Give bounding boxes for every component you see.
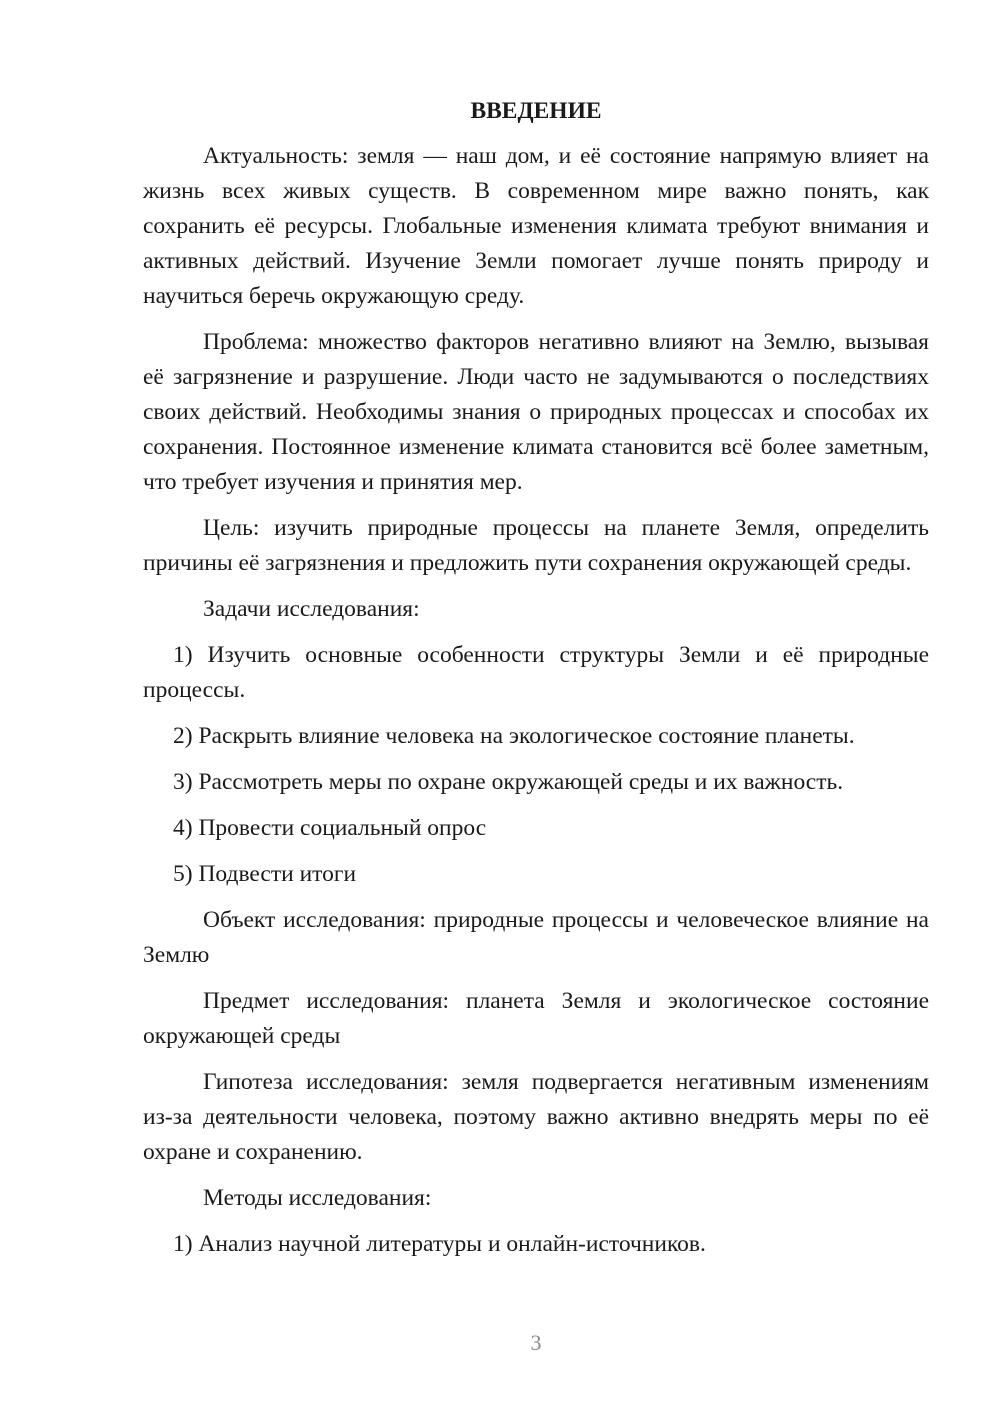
methods-label: Методы исследования: — [203, 1185, 432, 1211]
page-content — [143, 94, 929, 1273]
subject-paragraph: Предмет исследования: планета Земля и экологическое состояние окружающей среды — [143, 988, 929, 1049]
relevance-paragraph: Актуальность: земля — наш дом, и её состояние напрямую влияет на жизнь всех живых существ. В современном мире важно понять, как сохранить её ресурсы. Глобальные изменения климата требуют внимания и активных действий. Изучение Земли помогает лучше понять природу и научиться беречь окружающую среду. — [143, 143, 929, 309]
tasks-label: Задачи исследования: — [203, 596, 420, 622]
object-paragraph: Объект исследования: природные процессы и человеческое влияние на Землю — [143, 907, 929, 968]
task-item-2: 2) Раскрыть влияние человека на экологическое состояние планеты. — [173, 723, 855, 749]
task-item-4: 4) Провести социальный опрос — [173, 815, 487, 841]
page-number: 3 — [530, 1330, 542, 1355]
task-item-3: 3) Рассмотреть меры по охране окружающей среды и их важность. — [173, 769, 844, 795]
section-heading: ВВЕДЕНИЕ — [470, 98, 602, 124]
hypothesis-paragraph: Гипотеза исследования: земля подвергается негативным изменениям из-за деятельности человека, поэтому важно активно внедрять меры по её охране и сохранению. — [143, 1069, 929, 1165]
method-item-1: 1) Анализ научной литературы и онлайн-источников. — [173, 1231, 706, 1257]
goal-paragraph: Цель: изучить природные процессы на планете Земля, определить причины её загрязнения и предложить пути сохранения окружающей среды. — [143, 515, 929, 576]
task-item-1: 1) Изучить основные особенности структуры Земли и её природные процессы. — [143, 642, 929, 703]
problem-paragraph: Проблема: множество факторов негативно влияют на Землю, вызывая её загрязнение и разрушение. Люди часто не задумываются о последствиях своих действий. Необходимы знания о природных процессах и способах их сохранения. Постоянное изменение климата становится всё более заметным, что требует изучения и принятия мер. — [143, 329, 929, 495]
task-item-5: 5) Подвести итоги — [173, 861, 357, 887]
